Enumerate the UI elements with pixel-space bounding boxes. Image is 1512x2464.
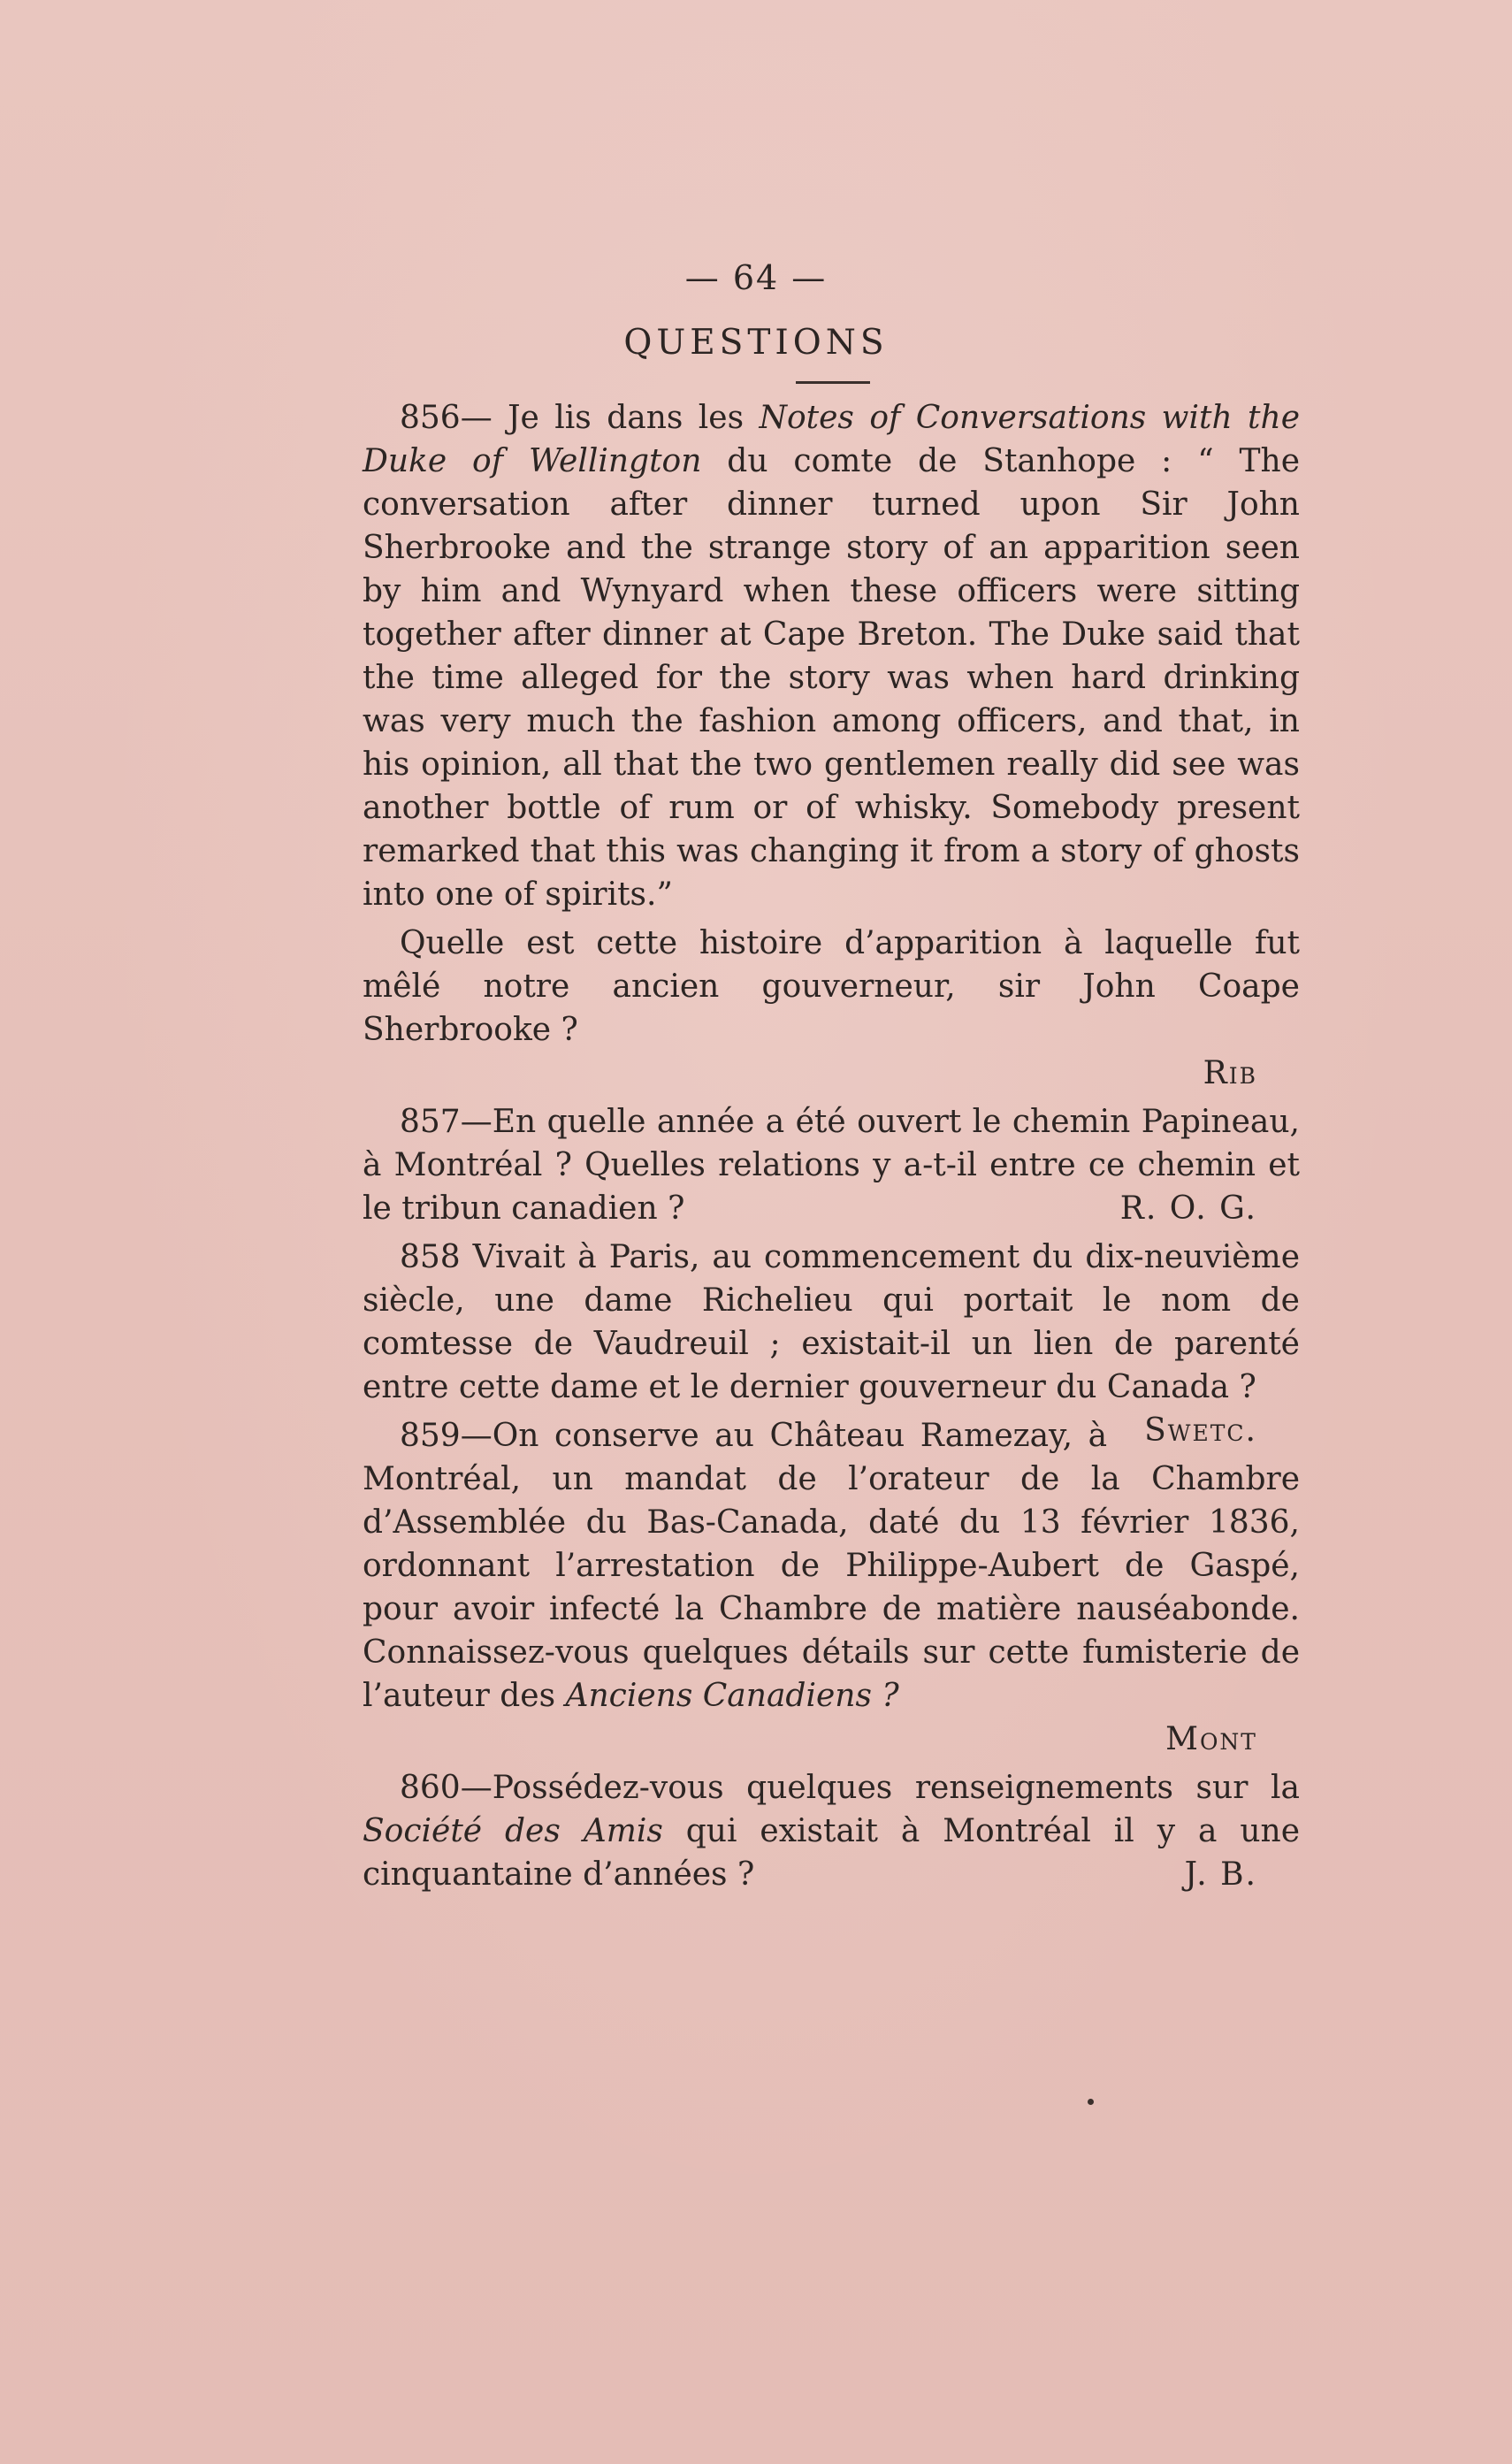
question-860-society-name: Société des Amis	[363, 1813, 663, 1849]
question-856-signature: Rib	[1203, 1055, 1257, 1091]
question-856-query-text: Quelle est cette histoire d’apparition à laquelle fut mêlé notre ancien gouverneur, sir John Coape Sherbrooke ?	[363, 925, 1300, 1048]
section-heading: QUESTIONS	[623, 323, 889, 363]
question-859-book-title: Anciens Canadiens ?	[565, 1678, 899, 1714]
question-859-text: 859—On conserve au Château Ramezay, à Montréal, un mandat de l’orateur de la Chambre d’Assemblée du Bas-Canada, daté du 13 février 1836, ordonnant l’arrestation de Philippe-Aubert de Gaspé, pour avoir infecté la Chambre de matière nauséabonde. Connaissez-vous quelques détails sur cette fumisterie de l’auteur des	[363, 1418, 1300, 1714]
question-860-text-end: qui existait à Montréal il y a une cinquantaine d’années ?	[363, 1813, 1301, 1893]
heading-rule	[796, 381, 870, 384]
question-858-text: 858 Vivait à Paris, au commencement du dix-neuvième siècle, une dame Richelieu qui portait le nom de comtesse de Vaudreuil ; existait-il un lien de parenté entre cette dame et le dernier gouverneur du Canada ?	[363, 1239, 1300, 1405]
question-858-signature: Swetc.	[1144, 1412, 1257, 1449]
ink-speck	[1088, 2099, 1094, 2105]
question-858	[363, 1236, 1300, 1449]
question-856-text: 856— Je lis dans les	[400, 400, 760, 436]
question-857	[363, 1100, 1300, 1230]
question-857-signature: R. O. G.	[1119, 1190, 1257, 1227]
question-856-query	[363, 922, 1300, 1052]
page-number: — 64 —	[684, 258, 828, 297]
question-860-text: 860—Possédez-vous quelques renseignements sur la	[400, 1770, 1300, 1806]
question-856	[363, 396, 1300, 916]
question-859	[363, 1414, 1300, 1718]
question-856-quote: du comte de Stanhope : “ The conversation after dinner turned upon Sir John Sherbrooke and the strange story of an apparition seen by him and Wynyard when these officers were sitting together after dinner at Cape Breton. The Duke said that the time alleged for the story was when hard drinking was very much the fashion among officers, and that, in his opinion, all that the two gentlemen really did see was another bottle of rum or of whisky. Somebody present remarked that this was changing it from a story of ghosts into one of spirits.”	[363, 443, 1300, 913]
questions-body	[363, 396, 1300, 1902]
question-857-text: 857—En quelle année a été ouvert le chemin Papineau, à Montréal ? Quelles relations y a-t-il entre ce chemin et le tribun canadien ?	[363, 1104, 1300, 1227]
question-859-signature: Mont	[1165, 1721, 1257, 1757]
question-860	[363, 1766, 1300, 1896]
question-860-signature: J. B.	[1184, 1856, 1257, 1893]
question-856-book-title: Notes of Conversations with the Duke of Wellington	[363, 400, 1300, 479]
